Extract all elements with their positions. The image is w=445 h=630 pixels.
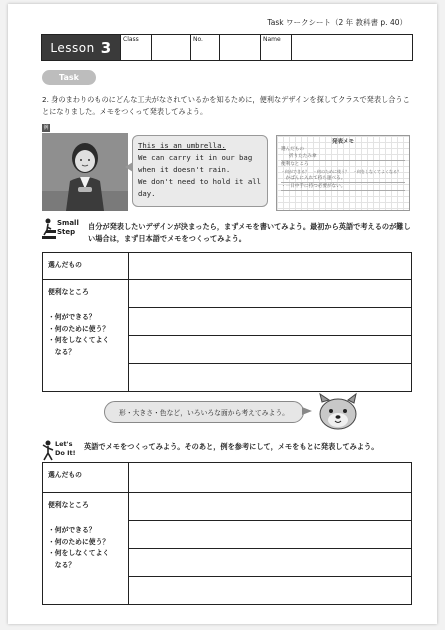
example-badge: 例 [43,125,49,131]
memo-table-2 [42,462,412,605]
number-label: No. [190,35,219,60]
number-field[interactable] [219,35,260,60]
memo-line: 選んだもの [281,147,304,152]
task-pill: Task [42,70,96,85]
answer-cell[interactable] [129,577,412,605]
speech-line: We don't need to hold it all [138,177,262,186]
small-step-label-1: Small [57,219,79,227]
lesson-label: Lesson [50,40,95,55]
lets-label-1: Let's [55,440,73,448]
speech-line: We can carry it in our bag [138,153,253,162]
lets-label-2: Do It! [55,448,76,457]
example-memo [276,135,410,211]
memo-line: 折りたたみ傘 [281,153,405,161]
table-label: 選んだもの [43,463,129,493]
hint-bubble-tail [302,407,312,415]
answer-cell[interactable] [129,463,412,493]
question-list [48,312,123,358]
answer-cell[interactable] [129,493,412,521]
question-item: なる？ [48,560,76,569]
question-item: ・何ができる？ [48,526,96,534]
lesson-badge [42,35,120,60]
table-label: 選んだもの [43,253,129,280]
row-label-text: 便利なところ [48,501,89,509]
table-label [43,493,129,605]
memo-line: ・何ができる？ ・何のために使う？ ・何をしなくてよくなる？ [281,169,401,174]
memo-table-1 [42,252,412,392]
worksheet-page [8,4,437,624]
small-step-icon [42,218,82,242]
memo-title: 発表メモ [331,139,354,145]
task-instructions: 2. 身のまわりのものにどんな工夫がなされているかを知るために，便利なデザインを探してクラスで発表し合うことになりました。メモをつくって発表してみよう。 [42,95,410,116]
hint-bubble: 形・大きさ・色など，いろいろな面から考えてみよう。 [104,401,304,423]
lets-do-it-instructions: 英語でメモをつくってみよう。そのあと，例を参考にして，メモをもとに発表してみよう。 [84,442,379,451]
speech-line: when it doesn't rain. [138,165,231,174]
answer-cell[interactable] [129,364,412,392]
answer-cell[interactable] [129,308,412,336]
answer-cell[interactable] [129,521,412,549]
question-item: なる？ [48,347,76,356]
lets-do-it-icon [42,440,82,462]
question-item: ・何をしなくてよく [48,336,110,344]
page-header-title: Task ワークシート（2 年 教科書 p. 40） [267,18,407,27]
question-item: ・何のために使う？ [48,324,110,333]
name-label: Name [260,35,291,60]
row-label-text: 便利なところ [48,288,89,296]
lesson-number: 3 [100,38,112,57]
question-item: ・何をしなくてよく [48,549,110,557]
question-item: ・何ができる？ [48,313,96,321]
lesson-header-bar [41,34,413,61]
class-label: Class [120,35,151,60]
teacher-illustration [42,133,128,211]
table-label [43,280,129,392]
name-field[interactable] [291,35,412,60]
speech-line: This is an umbrella. [138,141,226,150]
small-step-label-2: Step [57,228,76,236]
mascot-dog-icon [316,392,360,432]
answer-cell[interactable] [129,253,412,280]
answer-cell[interactable] [129,280,412,308]
memo-line: かばんに入れて持ち運べる。 [281,175,405,183]
class-field[interactable] [151,35,190,60]
speech-line: day. [138,189,156,198]
small-step-instructions: 自分が発表したいデザインが決まったら，まずメモを書いてみよう。最初から英語で考えるのが難しい場合は，まず日本語でメモをつくってみよう。 [88,222,411,243]
answer-cell[interactable] [129,549,412,577]
question-list [48,525,123,571]
memo-line: ・一日中手に持つ必要がない。 [281,183,405,191]
memo-line: 便利なところ [281,162,309,167]
example-speech-bubble [132,135,268,207]
answer-cell[interactable] [129,336,412,364]
question-item: ・何のために使う？ [48,537,110,546]
